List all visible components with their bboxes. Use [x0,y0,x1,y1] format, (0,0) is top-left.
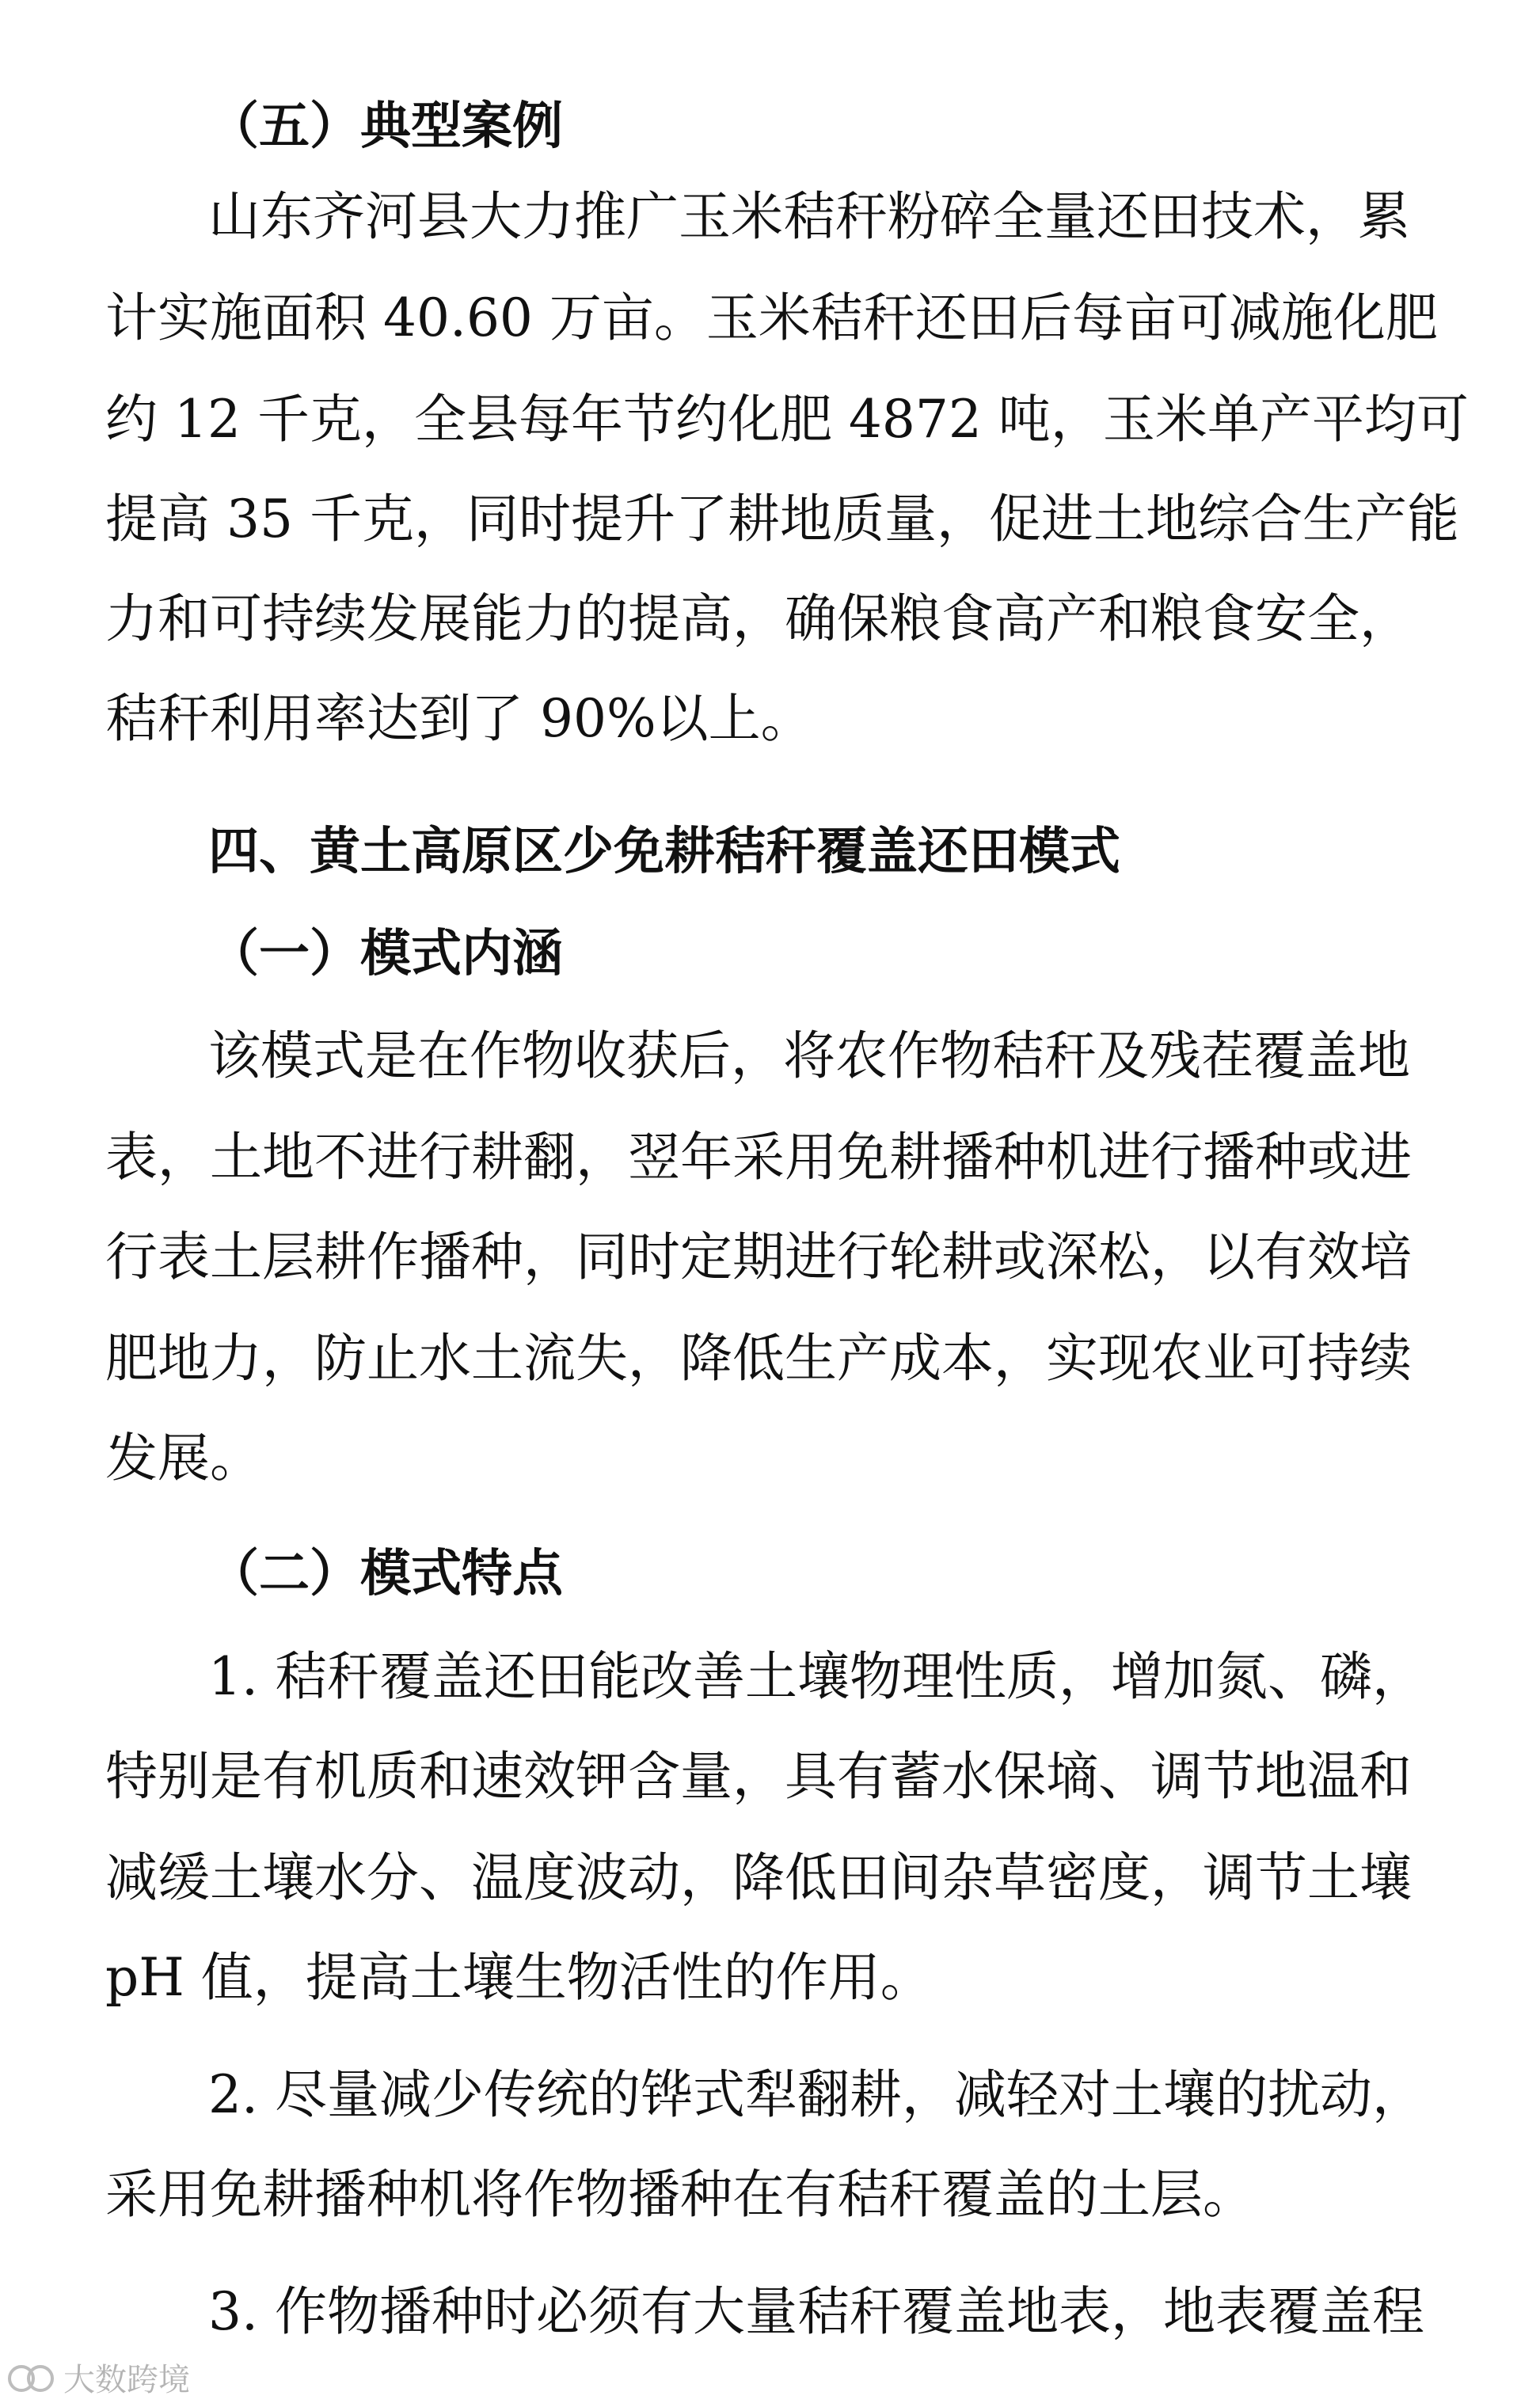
paragraph-line: 减缓土壤水分、温度波动，降低田间杂草密度，调节土壤 [105,1847,1412,1908]
paragraph-line: pH 值，提高土壤生物活性的作用。 [105,1947,933,2008]
paragraph-line: 提高 35 千克，同时提升了耕地质量，促进土地综合生产能 [105,489,1459,549]
watermark-text: 大数跨境 [63,2361,190,2398]
paragraph-line: 力和可持续发展能力的提高，确保粮食高产和粮食安全， [105,588,1412,649]
paragraph-line: 秸秆利用率达到了 90%以上。 [105,688,813,749]
section-heading-model-features: （二）模式特点 [208,1545,563,1603]
section-heading-typical-cases: （五）典型案例 [208,97,563,156]
watermark [5,2353,190,2401]
paragraph-line: 特别是有机质和速效钾含量，具有蓄水保墒、调节地温和 [105,1746,1412,1807]
paragraph-line: 采用免耕播种机将作物播种在有秸秆覆盖的土层。 [105,2164,1255,2225]
chapter-heading-loess-plateau: 四、黄土高原区少免耕秸秆覆盖还田模式 [208,823,1120,881]
list-item-line: 2. 尽量减少传统的铧式犁翻耕，减轻对土壤的扰动， [208,2064,1424,2125]
paragraph-line: 肥地力，防止水土流失，降低生产成本，实现农业可持续 [105,1328,1412,1389]
list-item-line: 1. 秸秆覆盖还田能改善土壤物理性质，增加氮、磷， [208,1646,1424,1707]
paragraph-line: 行表土层耕作播种，同时定期进行轮耕或深松，以有效培 [105,1226,1412,1287]
paragraph-line: 表，土地不进行耕翻，翌年采用免耕播种机进行播种或进 [105,1127,1412,1188]
list-item-line: 3. 作物播种时必须有大量秸秆覆盖地表，地表覆盖程 [208,2281,1424,2342]
paragraph-line: 山东齐河县大力推广玉米秸秆粉碎全量还田技术，累 [208,186,1410,247]
section-heading-model-connotation: （一）模式内涵 [208,925,563,983]
paragraph-line: 该模式是在作物收获后，将农作物秸秆及残茬覆盖地 [208,1025,1410,1086]
double-circle-logo-icon [5,2359,55,2394]
paragraph-line: 计实施面积 40.60 万亩。玉米秸秆还田后每亩可减施化肥 [105,287,1438,348]
paragraph-line: 发展。 [105,1428,262,1489]
paragraph-line: 约 12 千克，全县每年节约化肥 4872 吨，玉米单产平均可 [105,389,1469,450]
